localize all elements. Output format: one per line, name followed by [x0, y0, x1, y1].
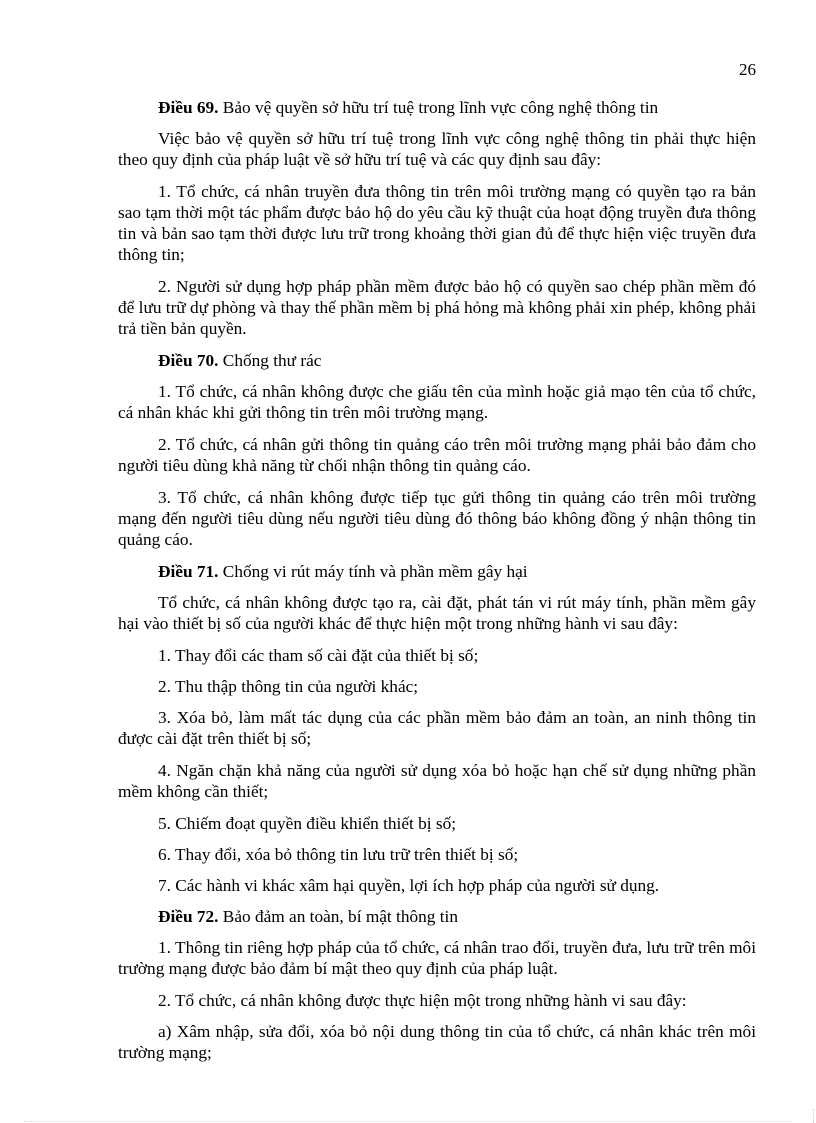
- paragraph: 1. Tổ chức, cá nhân không được che giấu tên của mình hoặc giả mạo tên của tổ chức, cá nhân khác khi gửi thông tin trên môi trường mạng.: [118, 382, 756, 422]
- paragraph: 5. Chiếm đoạt quyền điều khiển thiết bị số;: [158, 814, 457, 833]
- article-title: Bảo đảm an toàn, bí mật thông tin: [218, 907, 458, 926]
- article-label: Điều 69.: [158, 98, 219, 117]
- article-heading: [118, 350, 756, 371]
- document-body: [118, 97, 756, 1074]
- article-title: Bảo vệ quyền sở hữu trí tuệ trong lĩnh vực công nghệ thông tin: [218, 98, 659, 117]
- paragraph: 7. Các hành vi khác xâm hại quyền, lợi ích hợp pháp của người sử dụng.: [158, 876, 660, 895]
- paragraph: 2. Tổ chức, cá nhân không được thực hiện một trong những hành vi sau đây:: [158, 991, 687, 1010]
- article-heading: [118, 561, 756, 582]
- article-label: Điều 71.: [158, 562, 219, 581]
- paragraph: 4. Ngăn chặn khả năng của người sử dụng xóa bỏ hoặc hạn chế sử dụng những phần mềm không cần thiết;: [118, 761, 756, 801]
- article-label: Điều 70.: [158, 351, 219, 370]
- article-heading: [118, 97, 756, 118]
- paragraph: 6. Thay đổi, xóa bỏ thông tin lưu trữ trên thiết bị số;: [158, 845, 519, 864]
- paragraph: 1. Thông tin riêng hợp pháp của tổ chức, cá nhân trao đổi, truyền đưa, lưu trữ trên môi trường mạng được bảo đảm bí mật theo quy định của pháp luật.: [118, 938, 756, 978]
- paragraph: 3. Xóa bỏ, làm mất tác dụng của các phần mềm bảo đảm an toàn, an ninh thông tin được cài đặt trên thiết bị số;: [118, 708, 756, 748]
- article-label: Điều 72.: [158, 907, 219, 926]
- page-number: 26: [739, 60, 756, 79]
- page-bottom-border: [24, 1121, 792, 1122]
- article-heading: [118, 906, 756, 927]
- paragraph: Việc bảo vệ quyền sở hữu trí tuệ trong lĩnh vực công nghệ thông tin phải thực hiện theo quy định của pháp luật về sở hữu trí tuệ và các quy định sau đây:: [118, 129, 756, 169]
- article-title: Chống thư rác: [218, 351, 322, 370]
- paragraph: 1. Thay đổi các tham số cài đặt của thiết bị số;: [158, 646, 479, 665]
- paragraph: 2. Thu thập thông tin của người khác;: [158, 677, 419, 696]
- article-title: Chống vi rút máy tính và phần mềm gây hại: [218, 562, 528, 581]
- paragraph: 3. Tổ chức, cá nhân không được tiếp tục gửi thông tin quảng cáo trên môi trường mạng đến người tiêu dùng nếu người tiêu dùng đó thông báo không đồng ý nhận thông tin quảng cáo.: [118, 488, 756, 549]
- paragraph: 2. Người sử dụng hợp pháp phần mềm được bảo hộ có quyền sao chép phần mềm đó để lưu trữ dự phòng và thay thế phần mềm bị phá hỏng mà không phải xin phép, không phải trả tiền bản quyền.: [118, 277, 756, 338]
- paragraph: 1. Tổ chức, cá nhân truyền đưa thông tin trên môi trường mạng có quyền tạo ra bản sao tạm thời một tác phẩm được bảo hộ do yêu cầu kỹ thuật của hoạt động truyền đưa thông tin và bản sao tạm thời được lưu trữ trong khoảng thời gian đủ để thực hiện việc truyền đưa thông tin;: [118, 182, 756, 264]
- paragraph: a) Xâm nhập, sửa đổi, xóa bỏ nội dung thông tin của tổ chức, cá nhân khác trên môi trường mạng;: [118, 1022, 756, 1062]
- paragraph: 2. Tổ chức, cá nhân gửi thông tin quảng cáo trên môi trường mạng phải bảo đảm cho người tiêu dùng khả năng từ chối nhận thông tin quảng cáo.: [118, 435, 756, 475]
- paragraph: Tổ chức, cá nhân không được tạo ra, cài đặt, phát tán vi rút máy tính, phần mềm gây hại vào thiết bị số của người khác để thực hiện một trong những hành vi sau đây:: [118, 593, 756, 633]
